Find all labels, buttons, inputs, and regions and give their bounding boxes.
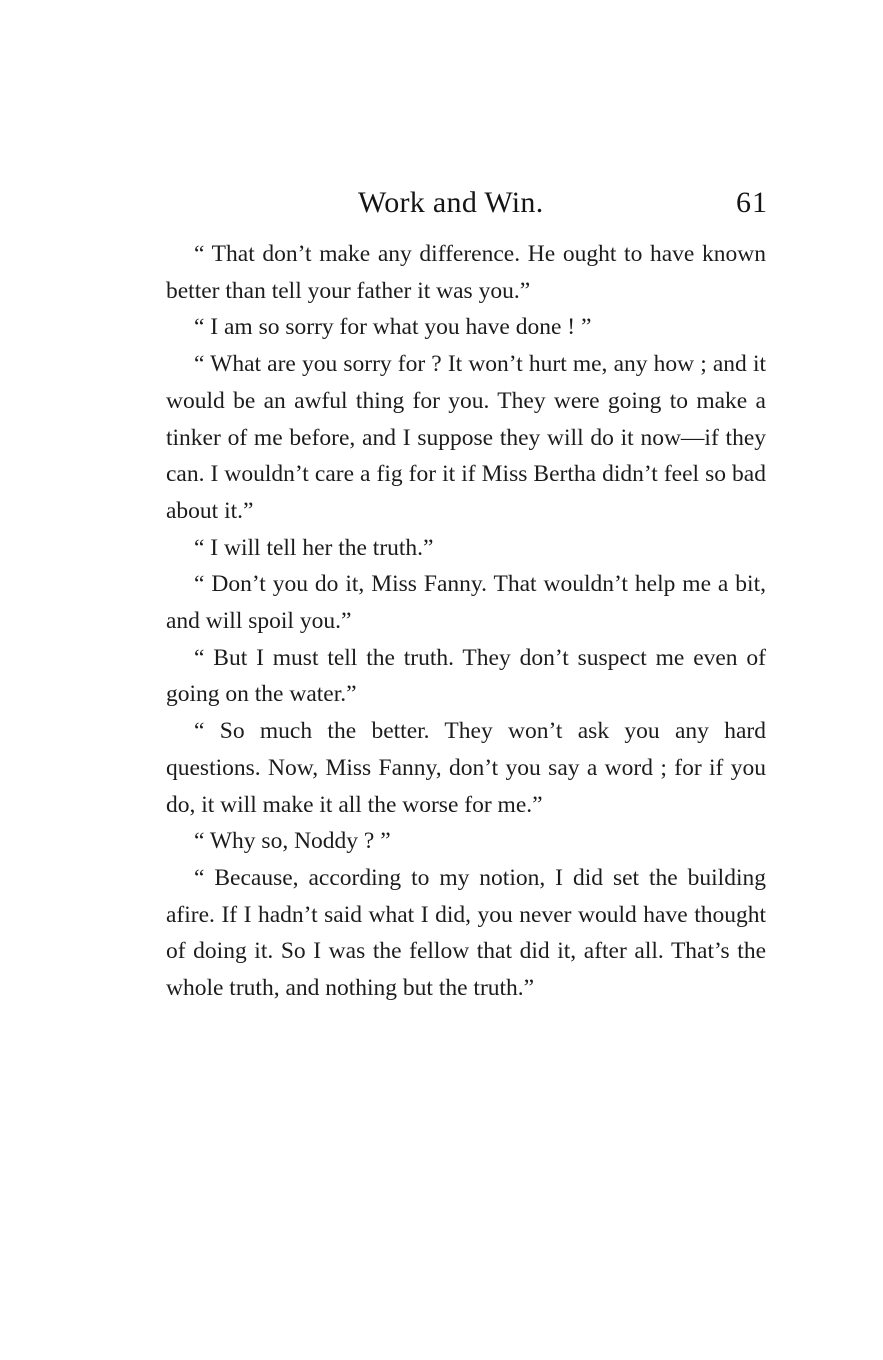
paragraph: “ That don’t make any difference. He ought to have known better than tell your father it was you.” [166, 241, 766, 304]
paragraph: “ I am so sorry for what you have done ! ” [194, 314, 592, 341]
paragraph: “ Don’t you do it, Miss Fanny. That wouldn’t help me a bit, and will spoil you.” [166, 571, 766, 635]
paragraph: “ Why so, Noddy ? ” [194, 828, 391, 855]
paragraph: “ So much the better. They won’t ask you any hard questions. Now, Miss Fanny, don’t you say a word ; for if you do, it will make it all the worse for me.” [166, 718, 766, 818]
paragraph: “ But I must tell the truth. They don’t suspect me even of going on the water.” [166, 644, 766, 708]
paragraph: “ Because, according to my notion, I did set the building afire. If I hadn’t said what I did, you never would have thought of doing it. So I was the fellow that did it, after all. That’s the whole truth, and nothing but the truth.” [166, 864, 766, 1002]
paragraph: “ What are you sorry for ? It won’t hurt me, any how ; and it would be an awful thing for you. They were going to make a tinker of me before, and I suppose they will do it now—if they can. I wouldn’t care a fig for it if Miss Bertha didn’t feel so bad about it.” [166, 351, 766, 524]
running-title: Work and Win. [358, 186, 544, 219]
page-number: 61 [736, 186, 768, 219]
paragraph: “ I will tell her the truth.” [194, 534, 434, 561]
running-head [168, 183, 768, 223]
body-text [166, 236, 766, 1007]
